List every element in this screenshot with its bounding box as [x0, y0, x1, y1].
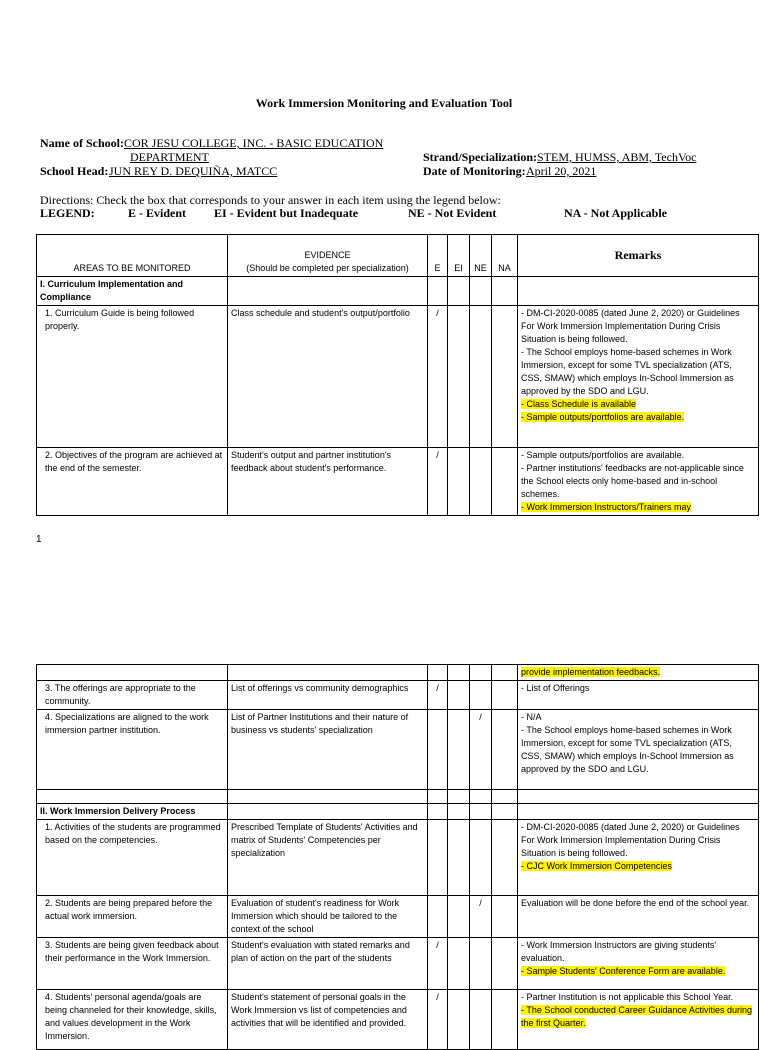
evidence-cell: Student's evaluation with stated remarks and plan of action on the part of the students: [228, 938, 428, 990]
evaluation-table-page1: [36, 234, 759, 516]
remarks-cell: Evaluation will be done before the end of the school year.: [518, 896, 759, 938]
area-cell: 2. Students are being prepared before the actual work immersion.: [37, 896, 228, 938]
header-remarks: Remarks: [518, 235, 759, 277]
header-evidence: EVIDENCE (Should be completed per specialization): [228, 235, 428, 277]
evidence-cell: Prescribed Template of Students' Activities and matrix of Students' Competencies per specialization: [228, 820, 428, 896]
directions-text: Directions: Check the box that corresponds to your answer in each item using the legend below:: [40, 193, 501, 207]
school-name-line2: DEPARTMENT: [130, 150, 209, 164]
header-na: NA: [492, 235, 518, 277]
check-mark: /: [428, 938, 448, 990]
table-row: [37, 896, 759, 938]
remarks-cell: - Work Immersion Instructors are giving students' evaluation. - Sample Students' Conference Form are available.: [518, 938, 759, 990]
remarks-cell: - N/A - The School employs home-based schemes in Work Immersion, except for some TVL specialization (ATS, CSS, SMAW) which employs In-School Immersion as approved by the SDO and LGU.: [518, 710, 759, 790]
document-title: Work Immersion Monitoring and Evaluation Tool: [255, 96, 513, 110]
evidence-cell: List of Partner Institutions and their nature of business vs students' specialization: [228, 710, 428, 790]
school-name-line1: COR JESU COLLEGE, INC. - BASIC EDUCATION: [124, 136, 384, 150]
check-mark: /: [470, 710, 492, 790]
remarks-cell: - Partner Institution is not applicable this School Year. - The School conducted Career Guidance Activities during the first Quarter.: [518, 990, 759, 1050]
evidence-cell: Class schedule and student's output/portfolio: [228, 306, 428, 448]
page-number: 1: [36, 534, 42, 545]
table-row: [37, 681, 759, 710]
legend-label: LEGEND:: [40, 206, 95, 220]
header-ei: EI: [448, 235, 470, 277]
check-mark: /: [428, 990, 448, 1050]
date-value: April 20, 2021: [526, 164, 597, 178]
area-cell: 3. The offerings are appropriate to the community.: [37, 681, 228, 710]
check-mark: /: [428, 306, 448, 448]
section-row: [37, 804, 759, 820]
table-row: [37, 938, 759, 990]
area-cell: 2. Objectives of the program are achieved at the end of the semester.: [37, 448, 228, 516]
evidence-cell: Student's output and partner institution's feedback about student's performance.: [228, 448, 428, 516]
table-row: [37, 448, 759, 516]
legend-not-evident: NE - Not Evident: [408, 206, 497, 220]
area-cell: 4. Students' personal agenda/goals are being channeled for their knowledge, skills, and values development in the Work Immersion.: [37, 990, 228, 1050]
table-row: [37, 820, 759, 896]
section-title: I. Curriculum Implementation and Compliance: [37, 277, 228, 306]
check-mark: /: [428, 448, 448, 516]
school-head-value: JUN REY D. DEQUIÑA, MATCC: [109, 164, 278, 178]
table-row: [37, 306, 759, 448]
area-cell: 1. Curriculum Guide is being followed properly.: [37, 306, 228, 448]
area-cell: 1. Activities of the students are programmed based on the competencies.: [37, 820, 228, 896]
date-label: Date of Monitoring:: [423, 164, 526, 178]
header-ne: NE: [470, 235, 492, 277]
strand-value: STEM, HUMSS, ABM, TechVoc: [537, 150, 697, 164]
area-cell: 3. Students are being given feedback about their performance in the Work Immersion.: [37, 938, 228, 990]
section-row: [37, 277, 759, 306]
evidence-cell: List of offerings vs community demographics: [228, 681, 428, 710]
school-name-label: Name of School:: [40, 136, 124, 150]
table-row: [37, 665, 759, 681]
remarks-cell: - DM-CI-2020-0085 (dated June 2, 2020) or Guidelines For Work Immersion Implementation During Crisis Situation is being followed. - CJC Work Immersion Competencies: [518, 820, 759, 896]
table-header-row: [37, 235, 759, 277]
check-mark: /: [470, 896, 492, 938]
legend-evident-inadequate: EI - Evident but Inadequate: [214, 206, 359, 220]
remarks-cell: - Sample outputs/portfolios are available. - Partner institutions' feedbacks are not-applicable since the School elects only home-based and in-school schemes. - Work Immersion Instructors/Trainers may: [518, 448, 759, 516]
evidence-cell: Student's statement of personal goals in the Work Immersion vs list of competencies and activities that will be identified and provided.: [228, 990, 428, 1050]
remarks-cell: - List of Offerings: [518, 681, 759, 710]
check-mark: /: [428, 681, 448, 710]
table-row: [37, 790, 759, 804]
header-e: E: [428, 235, 448, 277]
school-head-label: School Head:: [40, 164, 109, 178]
table-row: [37, 990, 759, 1050]
evidence-cell: Evaluation of student's readiness for Work Immersion which should be tailored to the context of the school: [228, 896, 428, 938]
legend-evident: E - Evident: [128, 206, 187, 220]
area-cell: 4. Specializations are aligned to the work immersion partner institution.: [37, 710, 228, 790]
section-title: II. Work Immersion Delivery Process: [37, 804, 228, 820]
remarks-cell: provide implementation feedbacks.: [518, 665, 759, 681]
table-row: [37, 710, 759, 790]
header-areas: AREAS TO BE MONITORED: [37, 235, 228, 277]
legend-not-applicable: NA - Not Applicable: [564, 206, 668, 220]
strand-label: Strand/Specialization:: [423, 150, 538, 164]
evaluation-table-page2: [36, 664, 759, 1050]
remarks-cell: - DM-CI-2020-0085 (dated June 2, 2020) or Guidelines For Work Immersion Implementation During Crisis Situation is being followed. - The School employs home-based schemes in Work Immersion, except for some TVL specialization (ATS, CSS, SMAW) which employs In-School Immersion as approved by the SDO and LGU. - Class Schedule is available - Sample outputs/portfolios are available.: [518, 306, 759, 448]
